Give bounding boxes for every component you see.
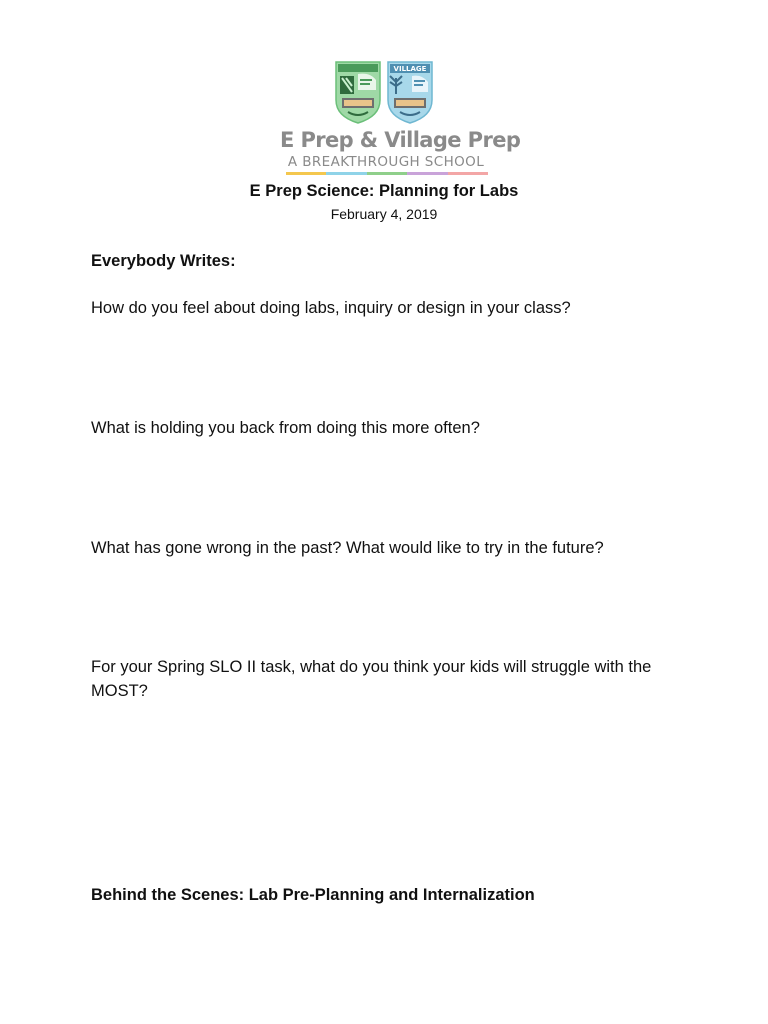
document-title: E Prep Science: Planning for Labs [249, 182, 519, 200]
question-1: How do you feel about doing labs, inquiry or design in your class? [91, 299, 571, 317]
brand-name: E Prep & Village Prep [280, 128, 521, 152]
document-date: February 4, 2019 [330, 206, 438, 222]
question-3: What has gone wrong in the past? What would like to try in the future? [91, 539, 604, 557]
e-prep-shield-icon [334, 60, 382, 124]
question-2: What is holding you back from doing this more often? [91, 419, 480, 437]
village-prep-shield-icon [386, 60, 434, 124]
section-heading-everybody-writes: Everybody Writes: [91, 252, 236, 270]
section-heading-behind-the-scenes: Behind the Scenes: Lab Pre-Planning and Internalization [91, 886, 535, 904]
school-logo [280, 60, 521, 180]
svg-text:VILLAGE: VILLAGE [393, 65, 427, 73]
brand-color-stripe [286, 172, 488, 175]
question-4: For your Spring SLO II task, what do you think your kids will struggle with the MOST? [91, 658, 652, 700]
brand-tagline: A BREAKTHROUGH SCHOOL [287, 154, 485, 170]
